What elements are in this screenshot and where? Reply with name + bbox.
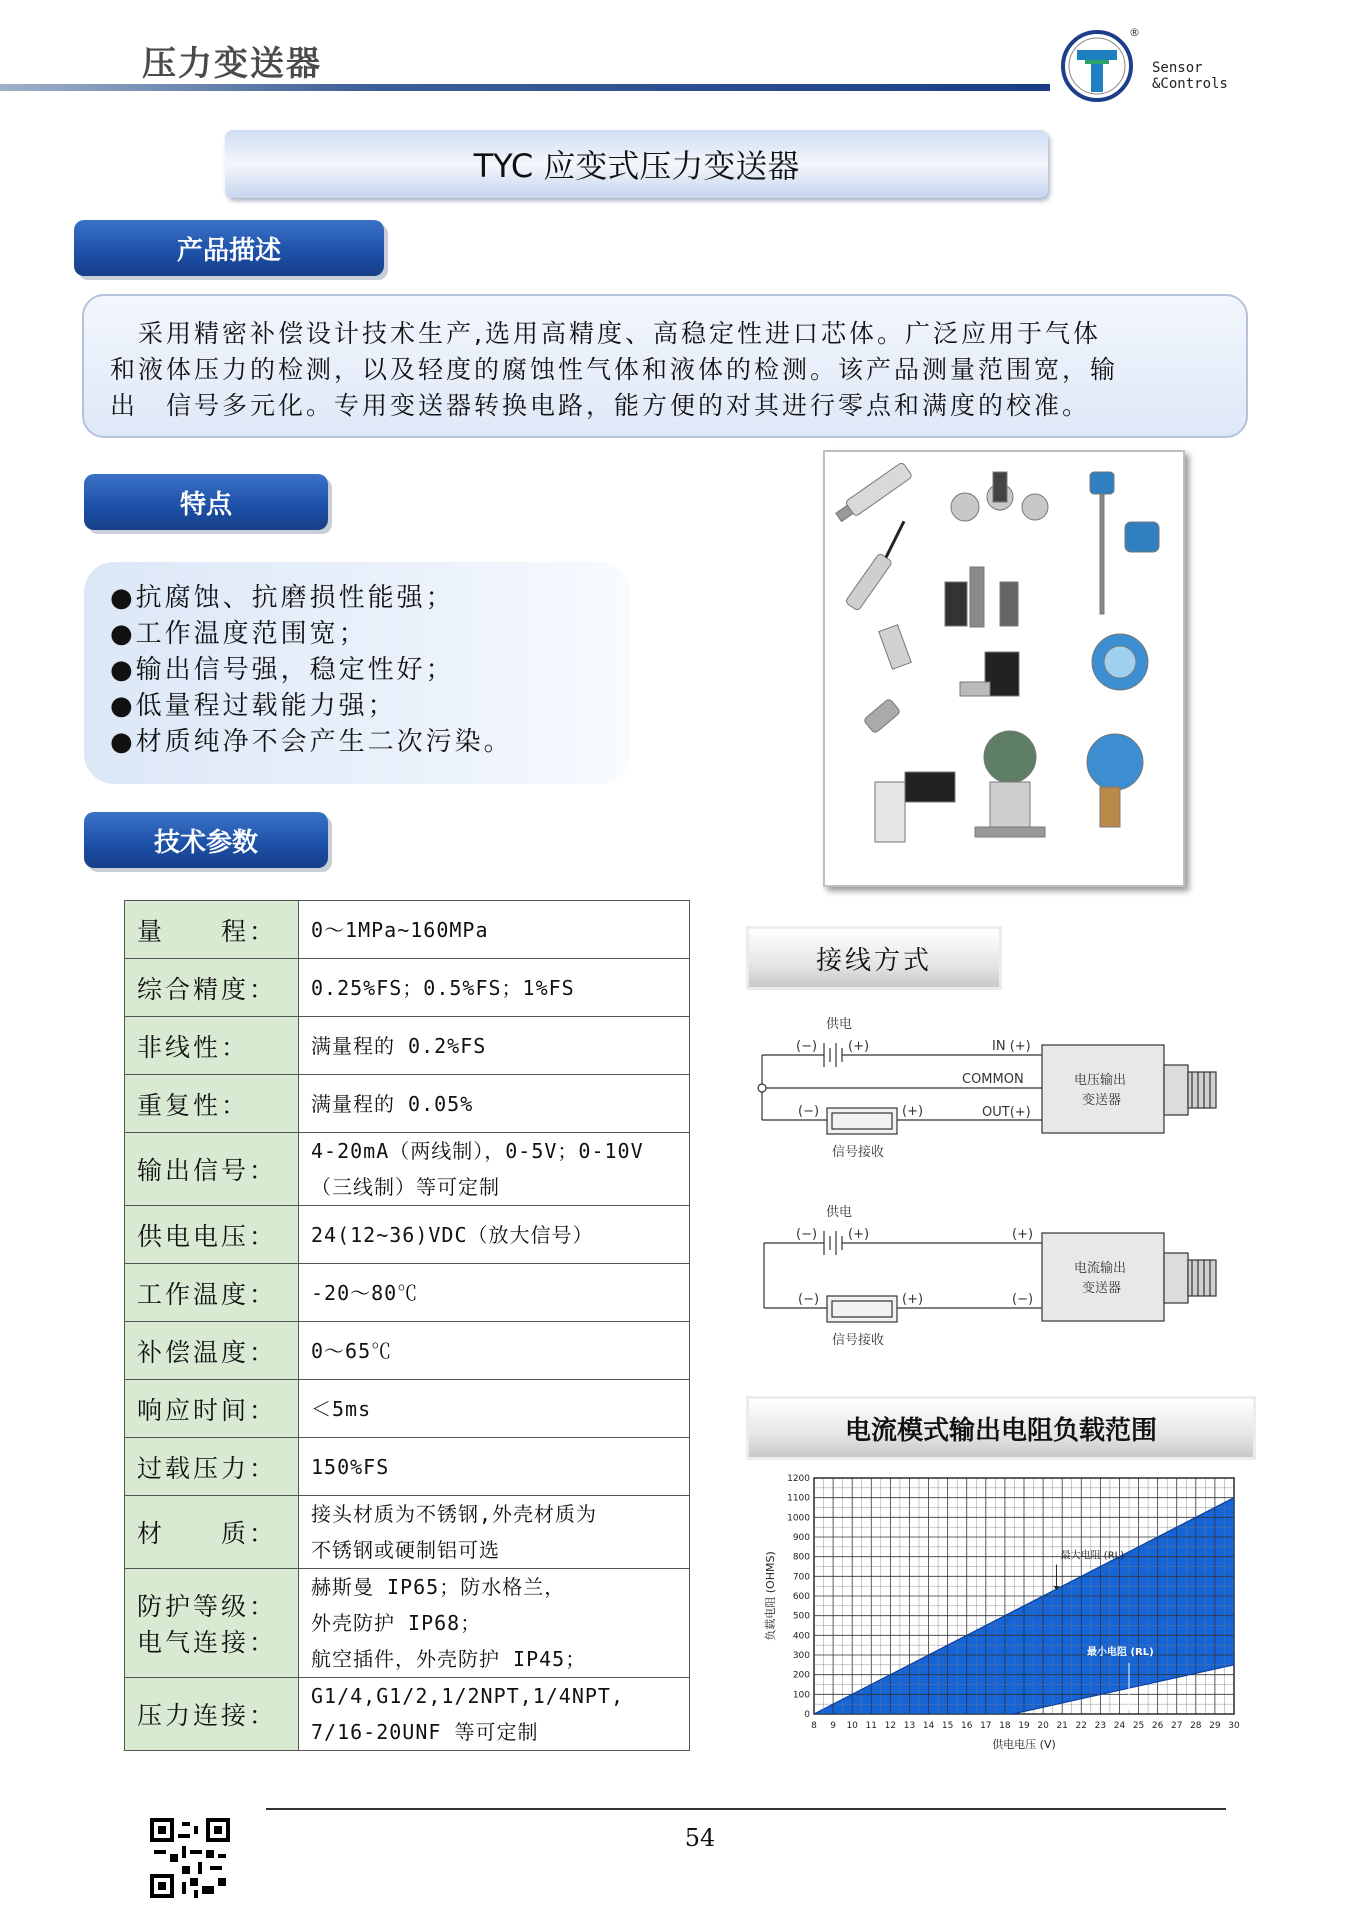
param-value-line: 外壳防护 IP68； xyxy=(311,1611,482,1635)
section-description-header: 产品描述 xyxy=(74,220,384,276)
chart-x-tick-label: 27 xyxy=(1171,1721,1183,1731)
chart-x-axis-label: 供电电压 (V) xyxy=(992,1738,1056,1751)
param-key-line: 响应时间： xyxy=(137,1395,278,1425)
param-key-line: 补偿温度： xyxy=(137,1337,278,1367)
param-value xyxy=(299,1206,690,1264)
params-row xyxy=(125,1075,690,1133)
chart-y-tick-label: 600 xyxy=(792,1592,810,1602)
product-photo xyxy=(823,450,1185,887)
chart-x-tick-label: 18 xyxy=(999,1721,1011,1731)
chart-x-tick-label: 10 xyxy=(846,1721,858,1731)
param-value-line: 0～1MPa~160MPa xyxy=(311,917,489,942)
wiring-label: 信号接收 xyxy=(832,1145,885,1160)
chart-x-tick-label: 24 xyxy=(1113,1721,1126,1731)
chart-x-tick-label: 13 xyxy=(903,1721,916,1731)
param-value xyxy=(299,1569,690,1678)
wiring-label: (−) xyxy=(798,1104,820,1119)
param-value-line: 满量程的 0.05% xyxy=(311,1091,474,1116)
chart-y-tick-label: 400 xyxy=(792,1631,810,1642)
wiring-label: 变送器 xyxy=(1082,1281,1122,1296)
params-row xyxy=(125,1322,690,1380)
param-value xyxy=(299,1075,690,1133)
chart-x-tick-label: 23 xyxy=(1094,1721,1107,1731)
product-photo-collage xyxy=(825,452,1183,885)
param-key xyxy=(125,1678,299,1751)
param-value xyxy=(299,959,690,1017)
wiring-label: IN (+) xyxy=(992,1039,1031,1054)
description-line: 采用精密补偿设计技术生产,选用高精度、高稳定性进口芯体。广泛应用于气体 xyxy=(110,319,1101,348)
param-value-line: 满量程的 0.2%FS xyxy=(311,1033,487,1058)
param-key xyxy=(125,1075,299,1133)
params-row xyxy=(125,1678,690,1751)
param-key-line: 电气连接： xyxy=(137,1628,278,1657)
param-key xyxy=(125,1322,299,1380)
param-value-line: 航空插件，外壳防护 IP45； xyxy=(311,1647,587,1671)
param-key xyxy=(125,1569,299,1678)
chart-y-tick-label: 900 xyxy=(792,1533,810,1543)
chart-x-tick-label: 8 xyxy=(811,1721,817,1731)
params-table xyxy=(124,900,690,1751)
param-key-line: 防护等级： xyxy=(137,1592,278,1621)
wiring-label: (−) xyxy=(796,1039,818,1054)
param-key xyxy=(125,901,299,959)
param-value xyxy=(299,1496,690,1569)
chart-x-tick-label: 26 xyxy=(1151,1721,1164,1731)
chart-x-tick-label: 21 xyxy=(1056,1721,1068,1731)
chart-x-tick-label: 28 xyxy=(1190,1721,1202,1731)
feature-item: ●材质纯净不会产生二次污染。 xyxy=(110,727,513,757)
registered-mark: ® xyxy=(1129,28,1140,39)
params-row xyxy=(125,1017,690,1075)
page-category-title: 压力变送器 xyxy=(142,44,322,84)
chart-x-tick-label: 30 xyxy=(1228,1721,1240,1731)
chart-y-tick-label: 200 xyxy=(792,1670,810,1681)
param-value xyxy=(299,901,690,959)
param-key-line: 工作温度： xyxy=(137,1279,278,1309)
chart-x-tick-label: 17 xyxy=(980,1721,992,1731)
chart-x-tick-label: 22 xyxy=(1075,1721,1087,1731)
description-box xyxy=(82,294,1248,438)
param-key-line: 供电电压： xyxy=(137,1221,278,1251)
params-row xyxy=(125,959,690,1017)
param-value-line: （三线制）等可定制 xyxy=(311,1175,500,1199)
param-key xyxy=(125,1133,299,1206)
chart-series-label-max: 最大电阻 (RL) xyxy=(1060,1550,1125,1562)
param-key xyxy=(125,1380,299,1438)
params-row xyxy=(125,1206,690,1264)
param-key-line: 量 程： xyxy=(137,916,278,946)
footer-rule xyxy=(266,1808,1226,1810)
param-key xyxy=(125,1017,299,1075)
feature-item: ●工作温度范围宽； xyxy=(110,619,368,649)
param-value xyxy=(299,1017,690,1075)
wiring-label: (−) xyxy=(796,1227,818,1242)
param-value-line: 0～65℃ xyxy=(311,1338,393,1363)
chart-x-tick-label: 11 xyxy=(865,1721,877,1731)
wiring-label: 电流输出 xyxy=(1074,1261,1127,1276)
wiring-diagram-voltage xyxy=(752,1010,1242,1170)
param-value xyxy=(299,1438,690,1496)
param-key-line: 压力连接： xyxy=(137,1701,278,1730)
param-value-line: 24(12~36)VDC（放大信号） xyxy=(311,1222,594,1247)
chart-y-tick-label: 700 xyxy=(792,1572,810,1583)
params-row xyxy=(125,1380,690,1438)
features-box xyxy=(84,562,630,784)
param-key-line: 过载压力： xyxy=(137,1453,278,1483)
load-resistance-chart xyxy=(756,1468,1256,1768)
param-key-line: 重复性： xyxy=(137,1090,250,1120)
feature-item: ●低量程过载能力强； xyxy=(110,691,397,721)
feature-item: ●输出信号强，稳定性好； xyxy=(110,655,455,685)
param-value xyxy=(299,1678,690,1751)
param-value-line: 不锈钢或硬制铝可选 xyxy=(311,1538,500,1562)
chart-y-tick-label: 1000 xyxy=(787,1513,810,1524)
wiring-label: (−) xyxy=(1012,1292,1034,1307)
param-key xyxy=(125,959,299,1017)
wiring-label: (+) xyxy=(902,1292,924,1307)
chart-y-tick-label: 300 xyxy=(792,1651,810,1661)
chart-y-tick-label: 0 xyxy=(804,1710,810,1720)
param-value xyxy=(299,1264,690,1322)
chart-x-tick-label: 15 xyxy=(941,1721,954,1731)
wiring-label: 变送器 xyxy=(1082,1093,1122,1108)
chart-y-tick-label: 1100 xyxy=(787,1493,810,1504)
chart-x-tick-label: 29 xyxy=(1209,1721,1221,1731)
wiring-label: 信号接收 xyxy=(832,1333,885,1348)
param-key xyxy=(125,1438,299,1496)
chart-x-tick-label: 20 xyxy=(1037,1721,1049,1731)
page-number: 54 xyxy=(684,1824,716,1852)
chart-title: 电流模式输出电阻负载范围 xyxy=(746,1396,1256,1460)
product-title: TYC 应变式压力变送器 xyxy=(225,130,1048,198)
param-value-line: 7/16-20UNF 等可定制 xyxy=(311,1720,539,1744)
param-value xyxy=(299,1380,690,1438)
params-row xyxy=(125,1496,690,1569)
params-row xyxy=(125,1133,690,1206)
wiring-label: 供电 xyxy=(826,1205,853,1220)
wiring-label: OUT(+) xyxy=(982,1105,1031,1120)
param-value xyxy=(299,1322,690,1380)
params-row xyxy=(125,1569,690,1678)
param-value-line: ＜5ms xyxy=(311,1396,372,1421)
chart-y-tick-label: 1200 xyxy=(787,1474,810,1484)
chart-y-axis-label: 负载电阻 (OHMS) xyxy=(764,1551,777,1641)
chart-x-tick-label: 16 xyxy=(961,1721,973,1731)
param-value-line: 150%FS xyxy=(311,1454,390,1479)
param-key xyxy=(125,1264,299,1322)
param-value-line: 接头材质为不锈钢,外壳材质为 xyxy=(311,1502,598,1526)
description-line: 和液体压力的检测，以及轻度的腐蚀性气体和液体的检测。该产品测量范围宽，输 xyxy=(110,355,1119,384)
wiring-label: 供电 xyxy=(826,1017,853,1032)
chart-series-label-min: 最小电阻 (RL) xyxy=(1087,1647,1154,1658)
param-value xyxy=(299,1133,690,1206)
wiring-label: (+) xyxy=(848,1227,870,1242)
params-row xyxy=(125,1438,690,1496)
params-row xyxy=(125,1264,690,1322)
wiring-diagram-current xyxy=(752,1198,1242,1358)
wiring-label: (+) xyxy=(1012,1227,1034,1242)
param-value-line: 4-20mA（两线制），0-5V；0-10V xyxy=(311,1139,644,1163)
params-row xyxy=(125,901,690,959)
wiring-header: 接线方式 xyxy=(746,926,1002,990)
wiring-label: (+) xyxy=(902,1104,924,1119)
chart-x-tick-label: 25 xyxy=(1132,1721,1145,1731)
wiring-label: (−) xyxy=(798,1292,820,1307)
param-key-line: 非线性： xyxy=(137,1032,250,1062)
wiring-label: COMMON xyxy=(962,1072,1024,1087)
chart-x-tick-label: 14 xyxy=(922,1721,935,1731)
description-line: 出 信号多元化。专用变送器转换电路，能方便的对其进行零点和满度的校准。 xyxy=(110,391,1091,420)
param-key xyxy=(125,1206,299,1264)
param-value-line: G1/4,G1/2,1/2NPT,1/4NPT, xyxy=(311,1684,624,1708)
chart-x-tick-label: 12 xyxy=(884,1721,897,1731)
logo-text-line1: Sensor xyxy=(1152,60,1203,76)
chart-x-tick-label: 19 xyxy=(1018,1721,1030,1731)
chart-y-tick-label: 500 xyxy=(792,1611,810,1622)
logo-text-line2: &Controls xyxy=(1152,76,1228,92)
param-value-line: 0.25%FS；0.5%FS；1%FS xyxy=(311,975,575,1000)
wiring-label: (+) xyxy=(848,1039,870,1054)
wiring-label: 电压输出 xyxy=(1074,1073,1127,1088)
chart-y-tick-label: 100 xyxy=(792,1690,810,1701)
param-value-line: 赫斯曼 IP65；防水格兰， xyxy=(311,1575,566,1599)
chart-x-tick-label: 9 xyxy=(830,1721,836,1731)
logo-text xyxy=(1152,60,1228,92)
feature-item: ●抗腐蚀、抗磨损性能强； xyxy=(110,583,455,613)
param-key xyxy=(125,1496,299,1569)
section-features-header: 特点 xyxy=(84,474,328,530)
param-key-line: 输出信号： xyxy=(137,1156,278,1185)
qr-code xyxy=(150,1818,230,1898)
param-value-line: -20～80℃ xyxy=(311,1280,419,1305)
section-params-header: 技术参数 xyxy=(84,812,328,868)
header-rule xyxy=(0,84,1050,91)
param-key-line: 综合精度： xyxy=(137,974,278,1004)
chart-y-tick-label: 800 xyxy=(792,1552,810,1563)
param-key-line: 材 质： xyxy=(137,1519,278,1548)
